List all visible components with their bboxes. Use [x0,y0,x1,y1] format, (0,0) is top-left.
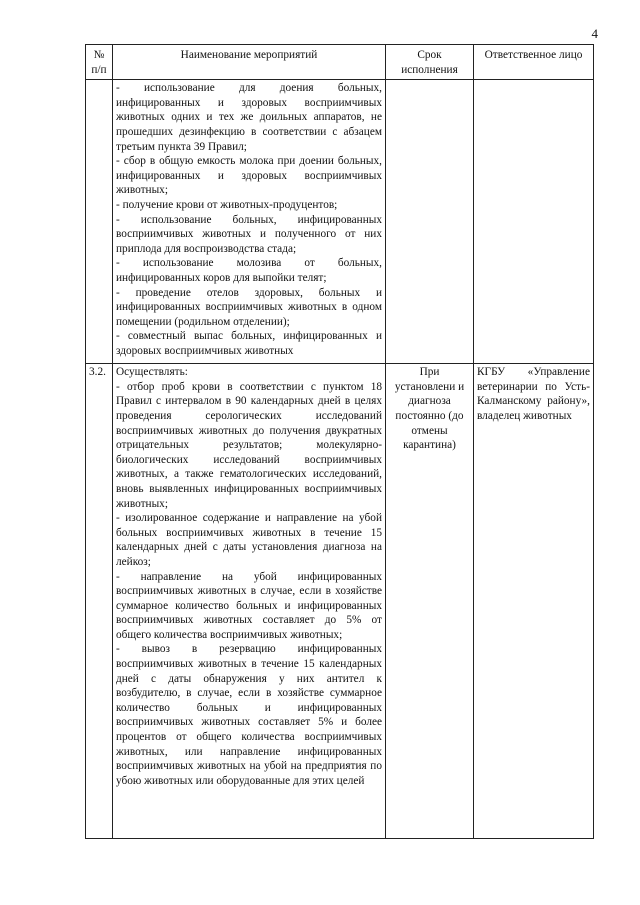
measure-line: - использование больных, инфицированных восприимчивых животных и полученного от них приплода для воспроизводства стада; [116,213,382,255]
measure-line: - проведение отелов здоровых, больных и инфицированных восприимчивых животных в одном помещении (родильном отделении); [116,286,382,328]
table-row [86,80,594,364]
measure-line: - отбор проб крови в соответствии с пунктом 18 Правил с интервалом в 90 календарных дней в целях проведения серологических исследований восприимчивых животных до получения двукратных отрицательных результатов; молекулярно-биологических исследований восприимчивых животных, а также гематологических исследований, вновь выявленных инфицированных восприимчивых животных; [116,380,382,510]
header-measure-name: Наименование мероприятий [113,45,386,80]
measure-line: - получение крови от животных-продуцентов; [116,198,338,211]
page-number: 4 [591,26,598,41]
measure-line: - использование молозива от больных, инфицированных коров для выпойки телят; [116,257,382,284]
measure-line: - изолированное содержание и направление на убой больных восприимчивых животных в течение 15 календарных дней с даты установления диагноза на лейкоз; [116,512,382,568]
row-number [86,80,113,364]
row-responsible [474,80,594,364]
header-term: Срок исполнения [386,45,474,80]
measures-table [85,44,594,839]
measure-line: - совместный выпас больных, инфицированных и здоровых восприимчивых животных [116,330,382,357]
measure-line: - направление на убой инфицированных восприимчивых животных в случае, если в хозяйстве суммарное количество больных и инфицированных восприимчивых животных составляет до 5% от общего количества восприимчивых животных; [116,570,382,641]
measure-line: - вывоз в резервацию инфицированных восприимчивых животных в течение 15 календарных дней с даты обнаружения у них антител к возбудителю, в случае, если в хозяйстве суммарное количество больных и инфицированных восприимчивых животных составляет 5% и более процентов от общего количества восприимчивых животных, или направление инфицированных восприимчивых животных на убой на предприятия по убою животных или оборудованные для этих целей [116,643,382,787]
row-number: 3.2. [86,364,113,839]
measure-line: - использование для доения больных, инфицированных и здоровых восприимчивых животных одних и тех же доильных аппаратов, не прошедших дезинфекцию в соответствии с абзацем третьим пункта 39 Правил; [116,82,382,153]
row-measures [113,364,386,839]
measure-line: Осуществлять: [116,366,188,379]
header-responsible: Ответственное лицо [474,45,594,80]
table-row [86,364,594,839]
row-responsible: КГБУ «Управление ветеринарии по Усть-Калманскому району», владелец животных [474,364,594,839]
header-number: № п/п [86,45,113,80]
table-header-row [86,45,594,80]
measure-line: - сбор в общую емкость молока при доении больных, инфицированных и здоровых восприимчивых животных; [116,155,382,197]
row-term [386,80,474,364]
row-term: При установлени и диагноза постоянно (до отмены карантина) [386,364,474,839]
row-measures [113,80,386,364]
